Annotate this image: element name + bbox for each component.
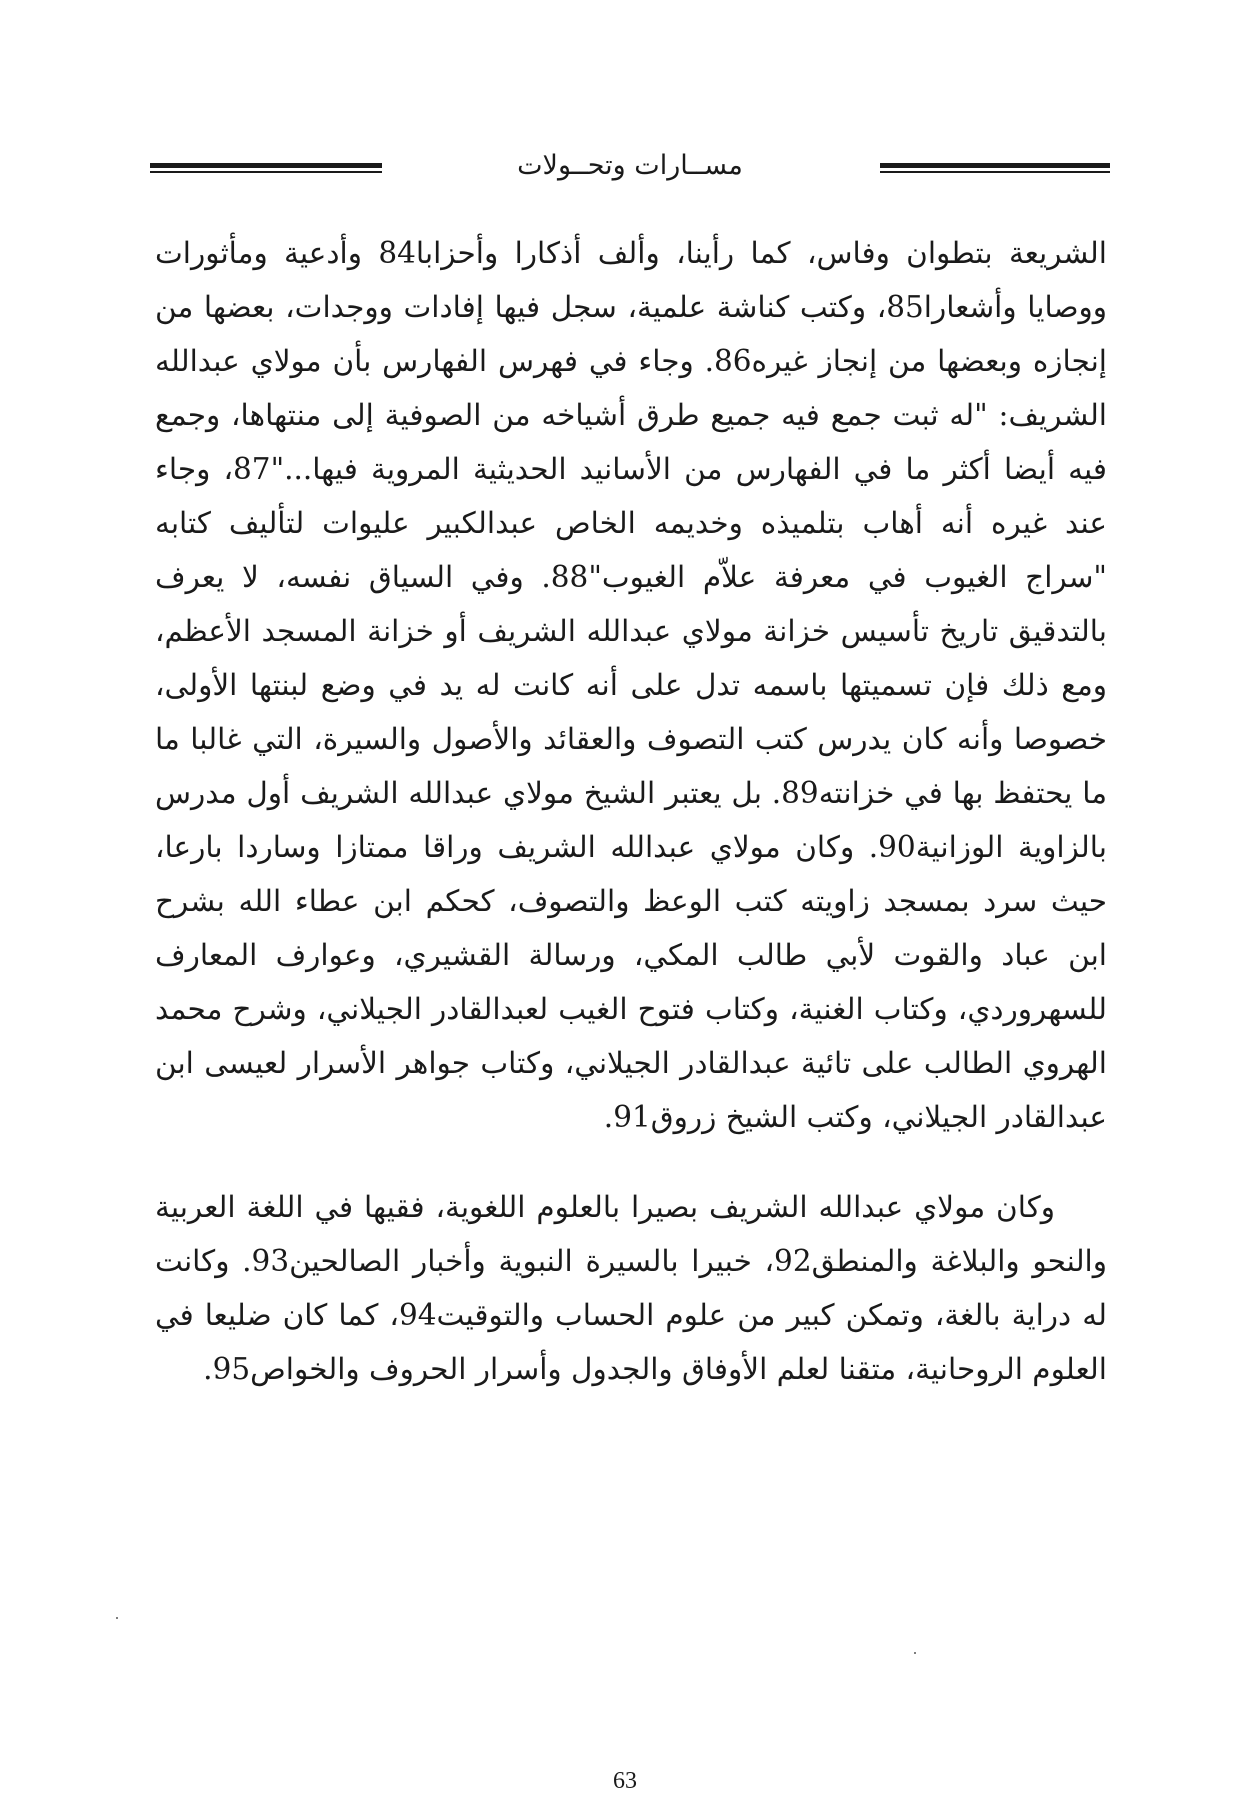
- running-title: مســارات وتحــولات: [517, 150, 743, 181]
- scan-speck: [116, 1617, 118, 1619]
- body-text: [155, 226, 1107, 1396]
- scan-speck: [914, 1652, 916, 1654]
- paragraph-1: الشريعة بتطوان وفاس، كما رأينا، وألف أذكارا وأحزابا84 وأدعية ومأثورات ووصايا وأشعارا85، وكتب كناشة علمية، سجل فيها إفادات ووجدات، بعضها من إنجازه وبعضها من إنجاز غيره86. وجاء في فهرس الفهارس بأن مولاي عبدالله الشريف: "له ثبت جمع فيه جميع طرق أشياخه من الصوفية إلى منتهاها، وجمع فيه أيضا أكثر ما في الفهارس من الأسانيد الحديثية المروية فيها..."87، وجاء عند غيره أنه أهاب بتلميذه وخديمه الخاص عبدالكبير عليوات لتأليف كتابه "سراج الغيوب في معرفة علاّم الغيوب"88. وفي السياق نفسه، لا يعرف بالتدقيق تاريخ تأسيس خزانة مولاي عبدالله الشريف أو خزانة المسجد الأعظم، ومع ذلك فإن تسميتها باسمه تدل على أنه كانت له يد في وضع لبنتها الأولى، خصوصا وأنه كان يدرس كتب التصوف والعقائد والأصول والسيرة، التي غالبا ما ما يحتفظ بها في خزانته89. بل يعتبر الشيخ مولاي عبدالله الشريف أول مدرس بالزاوية الوزانية90. وكان مولاي عبدالله الشريف وراقا ممتازا وساردا بارعا، حيث سرد بمسجد زاويته كتب الوعظ والتصوف، كحكم ابن عطاء الله بشرح ابن عباد والقوت لأبي طالب المكي، ورسالة القشيري، وعوارف المعارف للسهروردي، وكتاب الغنية، وكتاب فتوح الغيب لعبدالقادر الجيلاني، وشرح محمد الهروي الطالب على تائية عبدالقادر الجيلاني، وكتاب جواهر الأسرار لعيسى ابن عبدالقادر الجيلاني، وكتب الشيخ زروق91.: [155, 236, 1107, 1134]
- page-number: 63: [613, 1768, 637, 1794]
- header-rule-left: [150, 163, 382, 175]
- header-rule-right: [880, 163, 1110, 175]
- paragraph-2: وكان مولاي عبدالله الشريف بصيرا بالعلوم اللغوية، فقيها في اللغة العربية والنحو والبلاغة والمنطق92، خبيرا بالسيرة النبوية وأخبار الصالحين93. وكانت له دراية بالغة، وتمكن كبير من علوم الحساب والتوقيت94، كما كان ضليعا في العلوم الروحانية، متقنا لعلم الأوفاق والجدول وأسرار الحروف والخواص95.: [155, 1190, 1107, 1386]
